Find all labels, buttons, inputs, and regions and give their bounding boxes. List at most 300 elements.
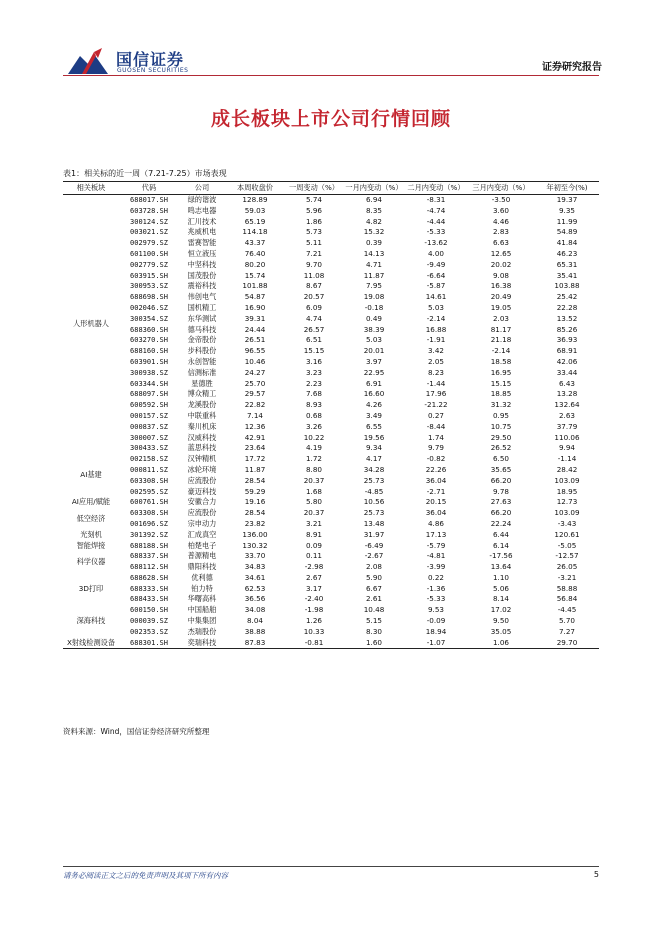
month-change-cell: 8.30	[365, 626, 382, 636]
week-change-cell: 0.09	[305, 540, 322, 550]
close-price-cell: 23.64	[244, 443, 266, 453]
table-row	[63, 433, 599, 444]
table-row	[63, 292, 599, 303]
two-month-change-cell: -2.71	[426, 486, 446, 496]
company-name-cell: 豪迈科技	[187, 486, 217, 496]
month-change-cell: 4.17	[365, 454, 382, 464]
ytd-change-cell: 46.23	[556, 248, 578, 258]
sector-cell: 智能焊接	[76, 540, 106, 550]
month-change-cell: 38.39	[363, 324, 385, 334]
stock-code-cell: 002979.SZ	[130, 239, 168, 248]
month-change-cell: -0.18	[364, 302, 384, 312]
table-row	[63, 281, 599, 292]
stock-code-cell: 688301.SH	[119, 638, 179, 649]
ytd-change-cell: 19.37	[556, 195, 578, 204]
ytd-change-cell: 132.64	[554, 400, 580, 410]
three-month-change-cell: 31.32	[490, 400, 512, 410]
week-change-cell: 3.23	[305, 367, 322, 377]
three-month-change-cell: 81.17	[490, 324, 512, 334]
company-name-cell: 德马科技	[187, 324, 217, 334]
column-header: 三月内变动（%）	[467, 182, 535, 195]
company-name-cell: 汉钟精机	[187, 454, 217, 464]
three-month-change-cell: 6.63	[492, 238, 509, 248]
table-row	[63, 335, 599, 346]
table-row	[63, 325, 599, 336]
company-name-cell: 鸣志电器	[187, 205, 217, 215]
three-month-change-cell: 5.06	[492, 583, 509, 593]
company-name-cell: 宗申动力	[187, 518, 217, 528]
three-month-change-cell: 21.18	[490, 335, 512, 345]
stock-code-cell: 002158.SZ	[130, 455, 168, 464]
ytd-change-cell: 65.31	[556, 259, 578, 269]
week-change-cell: 5.11	[305, 238, 322, 248]
column-header: 年初至今(%)	[535, 182, 599, 195]
two-month-change-cell: 17.13	[425, 529, 447, 539]
two-month-change-cell: 9.53	[427, 605, 444, 615]
two-month-change-cell: 2.05	[427, 356, 444, 366]
month-change-cell: 6.91	[365, 378, 382, 388]
company-name-cell: 绿的谐波	[187, 195, 217, 204]
two-month-change-cell: -1.44	[426, 378, 446, 388]
week-change-cell: 5.96	[305, 205, 322, 215]
two-month-change-cell: -2.14	[426, 313, 446, 323]
stock-code-cell: 603901.SH	[130, 357, 168, 366]
two-month-change-cell: 16.88	[425, 324, 447, 334]
two-month-change-cell: 8.23	[427, 367, 444, 377]
company-name-cell: 柏楚电子	[187, 540, 217, 550]
week-change-cell: 5.73	[305, 227, 322, 237]
stock-code-cell: 603308.SH	[130, 476, 168, 485]
two-month-change-cell: 4.00	[427, 248, 444, 258]
week-change-cell: 15.15	[303, 346, 325, 356]
table-row	[63, 303, 599, 314]
month-change-cell: 25.73	[363, 475, 385, 485]
two-month-change-cell: -1.07	[405, 638, 467, 649]
table-caption: 表1：相关标的近一周（7.21-7.25）市场表现	[63, 169, 227, 178]
week-change-cell: 10.22	[303, 432, 325, 442]
month-change-cell: 31.97	[363, 529, 385, 539]
month-change-cell: 4.82	[365, 216, 382, 226]
source-note: 资料来源：Wind，国信证券经济研究所整理	[63, 727, 210, 736]
market-performance-table	[63, 181, 599, 649]
two-month-change-cell: -1.36	[426, 583, 446, 593]
week-change-cell: 1.86	[305, 216, 322, 226]
three-month-change-cell: 3.60	[492, 205, 509, 215]
close-price-cell: 22.82	[244, 400, 266, 410]
three-month-change-cell: 2.03	[492, 313, 509, 323]
week-change-cell: 0.68	[305, 410, 322, 420]
ytd-change-cell: 13.52	[556, 313, 578, 323]
month-change-cell: -2.67	[364, 551, 384, 561]
table-row	[63, 400, 599, 411]
ytd-change-cell: 7.27	[558, 626, 575, 636]
footer-divider	[63, 866, 599, 867]
close-price-cell: 38.88	[244, 626, 266, 636]
header-divider	[63, 75, 599, 76]
ytd-change-cell: 103.09	[554, 508, 580, 518]
stock-code-cell: 600150.SH	[130, 606, 168, 615]
table-row	[63, 217, 599, 228]
ytd-change-cell: 2.63	[558, 410, 575, 420]
table-header-row	[63, 182, 599, 195]
ytd-change-cell: 103.88	[554, 281, 580, 291]
month-change-cell: 2.61	[365, 594, 382, 604]
two-month-change-cell: -4.74	[426, 205, 446, 215]
close-price-cell: 16.90	[244, 302, 266, 312]
month-change-cell: 5.03	[365, 335, 382, 345]
three-month-change-cell: 35.05	[490, 626, 512, 636]
ytd-change-cell: 54.89	[556, 227, 578, 237]
two-month-change-cell: 20.15	[425, 497, 447, 507]
table-row	[63, 422, 599, 433]
two-month-change-cell: 5.03	[427, 302, 444, 312]
ytd-change-cell: 29.70	[535, 638, 599, 649]
week-change-cell: 8.93	[305, 400, 322, 410]
table-row	[63, 357, 599, 368]
company-name-cell: 汇成真空	[187, 529, 217, 539]
table-row	[63, 379, 599, 390]
table-row	[63, 638, 599, 649]
two-month-change-cell: 17.96	[425, 389, 447, 399]
company-name-cell: 杰瑞股份	[187, 626, 217, 636]
month-change-cell: 8.35	[365, 205, 382, 215]
company-name-cell: 金帝股份	[187, 335, 217, 345]
three-month-change-cell: 66.20	[490, 508, 512, 518]
month-change-cell: 10.48	[363, 605, 385, 615]
three-month-change-cell: -2.14	[491, 346, 511, 356]
two-month-change-cell: -1.91	[426, 335, 446, 345]
ytd-change-cell: 28.42	[556, 464, 578, 474]
three-month-change-cell: 12.65	[490, 248, 512, 258]
three-month-change-cell: 18.85	[490, 389, 512, 399]
two-month-change-cell: -9.49	[426, 259, 446, 269]
three-month-change-cell: 20.49	[490, 292, 512, 302]
three-month-change-cell: 19.05	[490, 302, 512, 312]
close-price-cell: 128.89	[242, 195, 268, 204]
ytd-change-cell: 9.35	[558, 205, 575, 215]
three-month-change-cell: 9.08	[492, 270, 509, 280]
stock-code-cell: 603270.SH	[130, 336, 168, 345]
ytd-change-cell: -3.43	[557, 518, 577, 528]
table-row	[63, 314, 599, 325]
close-price-cell: 15.74	[244, 270, 266, 280]
stock-code-cell: 000837.SZ	[130, 422, 168, 431]
three-month-change-cell: -17.56	[489, 551, 513, 561]
ytd-change-cell: 110.06	[554, 432, 580, 442]
table-row	[63, 594, 599, 605]
guosen-logo	[66, 46, 110, 76]
table-row	[63, 519, 599, 530]
stock-code-cell: 002779.SZ	[130, 260, 168, 269]
close-price-cell: 54.87	[244, 292, 266, 302]
stock-code-cell: 603915.SH	[130, 271, 168, 280]
ytd-change-cell: 11.99	[556, 216, 578, 226]
ytd-change-cell: 58.88	[556, 583, 578, 593]
two-month-change-cell: 18.94	[425, 626, 447, 636]
ytd-change-cell: 41.84	[556, 238, 578, 248]
company-name-cell: 中集集团	[187, 616, 217, 626]
month-change-cell: 0.49	[365, 313, 382, 323]
ytd-change-cell: 5.70	[558, 616, 575, 626]
ytd-change-cell: -4.45	[557, 605, 577, 615]
table-row	[63, 573, 599, 584]
week-change-cell: -2.98	[304, 562, 324, 572]
table-row	[63, 249, 599, 260]
stock-code-cell: 603728.SH	[130, 206, 168, 215]
sector-cell: 人形机器人	[73, 319, 109, 329]
month-change-cell: 2.08	[365, 562, 382, 572]
month-change-cell: 5.15	[365, 616, 382, 626]
month-change-cell: -6.49	[364, 540, 384, 550]
company-name-cell: 华曙高科	[187, 594, 217, 604]
company-name-cell: 汉威科技	[187, 432, 217, 442]
two-month-change-cell: 1.74	[427, 432, 444, 442]
close-price-cell: 101.88	[242, 281, 268, 291]
two-month-change-cell: 4.86	[427, 518, 444, 528]
company-name-cell: 汇川技术	[187, 216, 217, 226]
month-change-cell: 6.55	[365, 421, 382, 431]
close-price-cell: 23.82	[244, 518, 266, 528]
week-change-cell: 3.17	[305, 583, 322, 593]
close-price-cell: 28.54	[244, 475, 266, 485]
month-change-cell: 6.67	[365, 583, 382, 593]
two-month-change-cell: -4.81	[426, 551, 446, 561]
stock-code-cell: 688333.SH	[130, 584, 168, 593]
table-row	[63, 454, 599, 465]
company-name-cell: 兆威机电	[187, 227, 217, 237]
company-name-cell: 中坚科技	[187, 259, 217, 269]
month-change-cell: 13.48	[363, 518, 385, 528]
two-month-change-cell: -5.33	[426, 227, 446, 237]
week-change-cell: 1.72	[305, 454, 322, 464]
three-month-change-cell: 1.06	[467, 638, 535, 649]
month-change-cell: 19.08	[363, 292, 385, 302]
ytd-change-cell: 35.41	[556, 270, 578, 280]
table-row	[63, 206, 599, 217]
stock-code-cell: 000157.SZ	[130, 411, 168, 420]
three-month-change-cell: 35.65	[490, 464, 512, 474]
three-month-change-cell: 9.50	[492, 616, 509, 626]
two-month-change-cell: -13.62	[424, 238, 448, 248]
close-price-cell: 34.08	[244, 605, 266, 615]
stock-code-cell: 688360.SH	[130, 325, 168, 334]
close-price-cell: 59.03	[244, 205, 266, 215]
table-row	[63, 346, 599, 357]
company-name-cell: 龙溪股份	[187, 400, 217, 410]
ytd-change-cell: 42.06	[556, 356, 578, 366]
company-name-cell: 普源精电	[187, 551, 217, 561]
week-change-cell: 8.91	[305, 529, 322, 539]
ytd-change-cell: 13.28	[556, 389, 578, 399]
two-month-change-cell: 0.27	[427, 410, 444, 420]
ytd-change-cell: 6.43	[558, 378, 575, 388]
close-price-cell: 36.56	[244, 594, 266, 604]
column-header: 一周变动（%）	[285, 182, 343, 195]
month-change-cell: 14.13	[363, 248, 385, 258]
stock-code-cell: 688188.SH	[130, 541, 168, 550]
sector-cell: 光刻机	[80, 529, 102, 539]
ytd-change-cell: -5.05	[557, 540, 577, 550]
three-month-change-cell: 1.10	[492, 572, 509, 582]
month-change-cell: 10.56	[363, 497, 385, 507]
month-change-cell: 16.60	[363, 389, 385, 399]
company-name-cell: 永创智能	[187, 356, 217, 366]
month-change-cell: 5.90	[365, 572, 382, 582]
month-change-cell: 4.71	[365, 259, 382, 269]
two-month-change-cell: -3.99	[426, 562, 446, 572]
sector-cell: AI应用/赋能	[71, 497, 111, 507]
month-change-cell: 11.87	[363, 270, 385, 280]
table-row	[63, 551, 599, 562]
ytd-change-cell: -12.57	[555, 551, 579, 561]
month-change-cell: -4.85	[364, 486, 384, 496]
sector-cell: 科学仪器	[76, 556, 106, 566]
table-row	[63, 584, 599, 595]
close-price-cell: 96.55	[244, 346, 266, 356]
three-month-change-cell: 9.78	[492, 486, 509, 496]
stock-code-cell: 300433.SZ	[130, 444, 168, 453]
two-month-change-cell: -5.79	[426, 540, 446, 550]
stock-code-cell: 688337.SH	[130, 552, 168, 561]
week-change-cell: -1.98	[304, 605, 324, 615]
close-price-cell: 62.53	[244, 583, 266, 593]
stock-code-cell: 688097.SH	[130, 390, 168, 399]
three-month-change-cell: 20.02	[490, 259, 512, 269]
company-name-cell: 蓝思科技	[187, 443, 217, 453]
month-change-cell: 9.34	[365, 443, 382, 453]
week-change-cell: 2.67	[305, 572, 322, 582]
stock-code-cell: 601100.SH	[130, 249, 168, 258]
company-name-cell: 震裕科技	[187, 281, 217, 291]
close-price-cell: 11.87	[244, 464, 266, 474]
column-header: 本周收盘价	[225, 182, 285, 195]
company-name-cell: 中联重科	[187, 410, 217, 420]
close-price-cell: 7.14	[246, 410, 263, 420]
company-name-cell: 铂力特	[191, 583, 213, 593]
company-name-cell: 中国船舶	[187, 605, 217, 615]
three-month-change-cell: 6.50	[492, 454, 509, 464]
stock-code-cell: 300007.SZ	[130, 433, 168, 442]
stock-code-cell: 300124.SZ	[130, 217, 168, 226]
table-row	[63, 487, 599, 498]
column-header: 相关板块	[63, 182, 119, 195]
ytd-change-cell: 120.61	[554, 529, 580, 539]
stock-code-cell: 600761.SH	[130, 498, 168, 507]
ytd-change-cell: -1.14	[557, 454, 577, 464]
week-change-cell: 4.74	[305, 313, 322, 323]
page-number: 5	[593, 870, 599, 879]
table-row	[63, 227, 599, 238]
ytd-change-cell: 26.05	[556, 562, 578, 572]
week-change-cell: 5.74	[305, 195, 322, 204]
two-month-change-cell: -4.44	[426, 216, 446, 226]
week-change-cell: 3.21	[305, 518, 322, 528]
week-change-cell: 26.57	[303, 324, 325, 334]
stock-code-cell: 300938.SZ	[130, 368, 168, 377]
close-price-cell: 65.19	[244, 216, 266, 226]
company-name-cell: 奕瑞科技	[179, 638, 225, 649]
table-row	[63, 411, 599, 422]
table-row	[63, 195, 599, 206]
sector-cell: 深海科技	[76, 616, 106, 626]
three-month-change-cell: 2.83	[492, 227, 509, 237]
column-header: 一月内变动（%）	[343, 182, 405, 195]
three-month-change-cell: 16.38	[490, 281, 512, 291]
week-change-cell: 1.26	[305, 616, 322, 626]
table-row	[63, 627, 599, 638]
month-change-cell: 15.32	[363, 227, 385, 237]
stock-code-cell: 002595.SZ	[130, 487, 168, 496]
two-month-change-cell: -21.22	[424, 400, 448, 410]
stock-code-cell: 002046.SZ	[130, 303, 168, 312]
ytd-change-cell: 9.94	[558, 443, 575, 453]
stock-code-cell: 003021.SZ	[130, 228, 168, 237]
close-price-cell: 34.61	[244, 572, 266, 582]
table-row	[63, 389, 599, 400]
close-price-cell: 80.20	[244, 259, 266, 269]
company-name-cell: 博众精工	[187, 389, 217, 399]
close-price-cell: 130.32	[242, 540, 268, 550]
table-row	[63, 616, 599, 627]
close-price-cell: 29.57	[244, 389, 266, 399]
ytd-change-cell: 12.73	[556, 497, 578, 507]
week-change-cell: 4.19	[305, 443, 322, 453]
company-name-cell: 恒立液压	[187, 248, 217, 258]
company-name-cell: 伟创电气	[187, 292, 217, 302]
stock-code-cell: 688433.SH	[130, 595, 168, 604]
three-month-change-cell: 26.52	[490, 443, 512, 453]
two-month-change-cell: 22.26	[425, 464, 447, 474]
week-change-cell: 8.67	[305, 281, 322, 291]
week-change-cell: 20.37	[303, 475, 325, 485]
column-header: 二月内变动（%）	[405, 182, 467, 195]
three-month-change-cell: 27.63	[490, 497, 512, 507]
three-month-change-cell: 15.15	[490, 378, 512, 388]
company-name-cell: 星德胜	[191, 378, 213, 388]
company-name-cell: 秦川机床	[187, 421, 217, 431]
brand-subtitle: GUOSEN SECURITIES	[117, 67, 189, 74]
stock-code-cell: 300953.SZ	[130, 282, 168, 291]
sector-cell: 低空经济	[76, 513, 106, 523]
table-row	[63, 271, 599, 282]
close-price-cell: 136.00	[242, 529, 268, 539]
stock-code-cell: 000811.SZ	[130, 465, 168, 474]
month-change-cell: 7.95	[365, 281, 382, 291]
close-price-cell: 87.83	[225, 638, 285, 649]
sector-cell: 3D打印	[78, 583, 104, 593]
week-change-cell: 6.09	[305, 302, 322, 312]
month-change-cell: 25.73	[363, 508, 385, 518]
company-name-cell: 国机精工	[187, 302, 217, 312]
close-price-cell: 19.16	[244, 497, 266, 507]
table-row	[63, 541, 599, 552]
week-change-cell: 0.11	[305, 551, 322, 561]
stock-code-cell: 600592.SH	[130, 401, 168, 410]
two-month-change-cell: 9.79	[427, 443, 444, 453]
company-name-cell: 冰轮环境	[187, 464, 217, 474]
month-change-cell: 3.97	[365, 356, 382, 366]
table-row	[63, 260, 599, 271]
two-month-change-cell: 36.04	[425, 475, 447, 485]
stock-code-cell: 002353.SZ	[130, 627, 168, 636]
close-price-cell: 10.46	[244, 356, 266, 366]
stock-code-cell: 688112.SH	[130, 563, 168, 572]
month-change-cell: 3.49	[365, 410, 382, 420]
close-price-cell: 43.37	[244, 238, 266, 248]
table-row	[63, 497, 599, 508]
two-month-change-cell: -5.33	[426, 594, 446, 604]
close-price-cell: 8.04	[246, 616, 263, 626]
